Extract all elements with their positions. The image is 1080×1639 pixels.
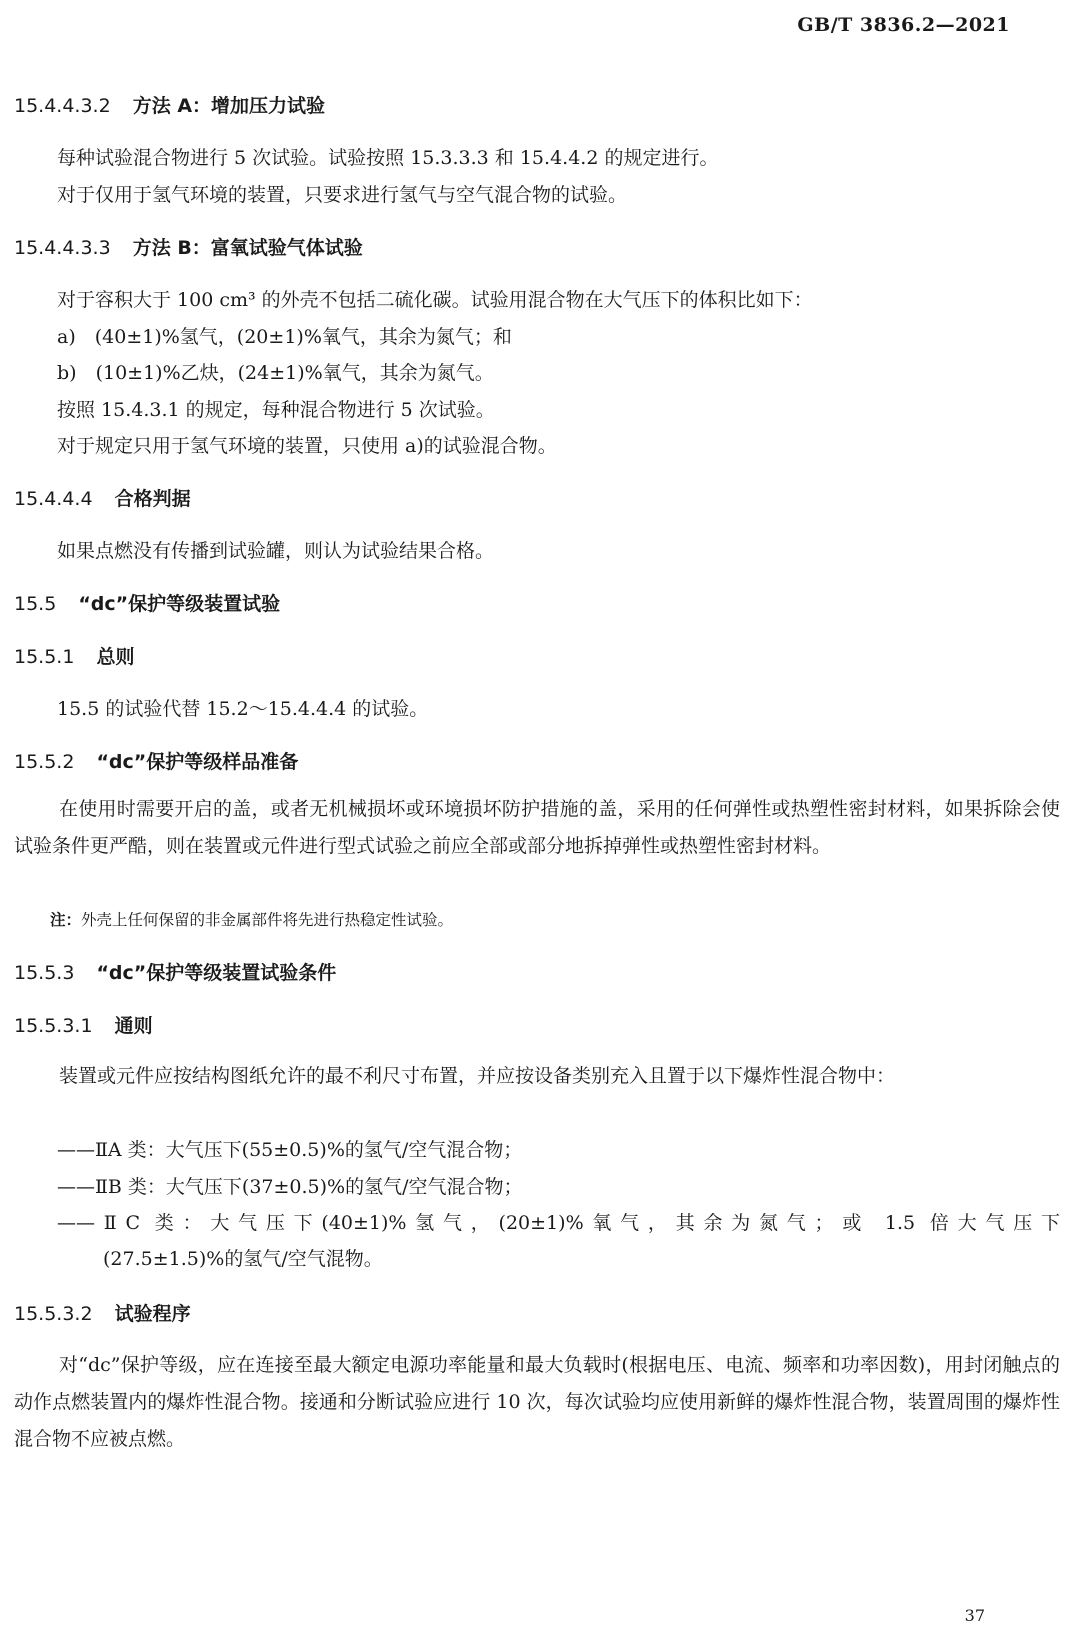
- section-heading-15-5-2: [14, 747, 298, 774]
- section-title: “dc”保护等级装置试验条件: [96, 962, 337, 984]
- dash-list-item: ——ⅡA 类：大气压下(55±0.5)%的氢气/空气混合物；: [57, 1139, 523, 1161]
- list-item: a) (40±1)%氢气，(20±1)%氧气，其余为氮气；和: [57, 326, 512, 348]
- section-heading-15-5-3-1: [14, 1011, 153, 1038]
- standard-code: GB/T 3836.2—2021: [797, 14, 1010, 36]
- paragraph: 如果点燃没有传播到试验罐，则认为试验结果合格。: [57, 540, 495, 562]
- section-number: 15.4.4.3.3: [14, 237, 111, 259]
- section-heading-15-5-3: [14, 958, 336, 985]
- section-title: 合格判据: [114, 488, 191, 510]
- section-heading-15-5-3-2: [14, 1299, 191, 1326]
- section-number: 15.4.4.4: [14, 488, 93, 510]
- section-title: 方法 B：富氧试验气体试验: [132, 237, 363, 259]
- dash-list-item: ——ⅡC 类：大气压下(40±1)%氢气，(20±1)%氧气，其余为氮气；或 1.5 倍大气压下: [57, 1212, 1060, 1234]
- paragraph: 对于仅用于氢气环境的装置，只要求进行氢气与空气混合物的试验。: [57, 184, 628, 206]
- section-heading-15-4-4-3-3: [14, 233, 363, 260]
- dash-list-item-continuation: (27.5±1.5)%的氢气/空气混物。: [103, 1248, 383, 1270]
- section-title: 试验程序: [114, 1303, 191, 1325]
- section-title: “dc”保护等级装置试验: [78, 593, 281, 615]
- paragraph: 对“dc”保护等级，应在连接至最大额定电源功率能量和最大负载时(根据电压、电流、频率和功率因数)，用封闭触点的动作点燃装置内的爆炸性混合物。接通和分断试验应进行 10 次，每次试验均应使用新鲜的爆炸性混合物，装置周围的爆炸性混合物不应被点燃。: [14, 1354, 1060, 1450]
- paragraph: 装置或元件应按结构图纸允许的最不利尺寸布置，并应按设备类别充入且置于以下爆炸性混合物中：: [59, 1065, 896, 1087]
- paragraph: 对于容积大于 100 cm³ 的外壳不包括二硫化碳。试验用混合物在大气压下的体积比如下：: [57, 289, 813, 311]
- section-number: 15.5: [14, 593, 57, 615]
- paragraph: 对于规定只用于氢气环境的装置，只使用 a)的试验混合物。: [57, 435, 557, 457]
- paragraph: 按照 15.4.3.1 的规定，每种混合物进行 5 次试验。: [57, 399, 495, 421]
- section-title: “dc”保护等级样品准备: [96, 751, 299, 773]
- section-title: 总则: [96, 646, 135, 668]
- section-title: 通则: [114, 1015, 153, 1037]
- list-item: b) (10±1)%乙炔，(24±1)%氧气，其余为氮气。: [57, 362, 494, 384]
- section-number: 15.5.3.2: [14, 1303, 93, 1325]
- note: [50, 908, 453, 930]
- section-heading-15-5-1: [14, 642, 134, 669]
- section-number: 15.4.4.3.2: [14, 95, 111, 117]
- page-number: 37: [964, 1606, 985, 1625]
- section-heading-15-4-4-4: [14, 484, 191, 511]
- note-text: 外壳上任何保留的非金属部件将先进行热稳定性试验。: [81, 911, 454, 929]
- section-heading-15-5: [14, 589, 280, 616]
- section-title: 方法 A：增加压力试验: [132, 95, 326, 117]
- paragraph: 15.5 的试验代替 15.2～15.4.4.4 的试验。: [57, 698, 429, 720]
- paragraph: 在使用时需要开启的盖，或者无机械损坏或环境损坏防护措施的盖，采用的任何弹性或热塑性密封材料，如果拆除会使试验条件更严酷，则在装置或元件进行型式试验之前应全部或部分地拆掉弹性或热塑性密封材料。: [14, 798, 1060, 857]
- note-label: 注：: [50, 910, 82, 929]
- dash-list-item: ——ⅡB 类：大气压下(37±0.5)%的氢气/空气混合物；: [57, 1176, 523, 1198]
- section-number: 15.5.2: [14, 751, 75, 773]
- section-number: 15.5.1: [14, 646, 75, 668]
- section-number: 15.5.3.1: [14, 1015, 93, 1037]
- section-heading-15-4-4-3-2: [14, 91, 325, 118]
- section-number: 15.5.3: [14, 962, 75, 984]
- paragraph: 每种试验混合物进行 5 次试验。试验按照 15.3.3.3 和 15.4.4.2 的规定进行。: [57, 147, 719, 169]
